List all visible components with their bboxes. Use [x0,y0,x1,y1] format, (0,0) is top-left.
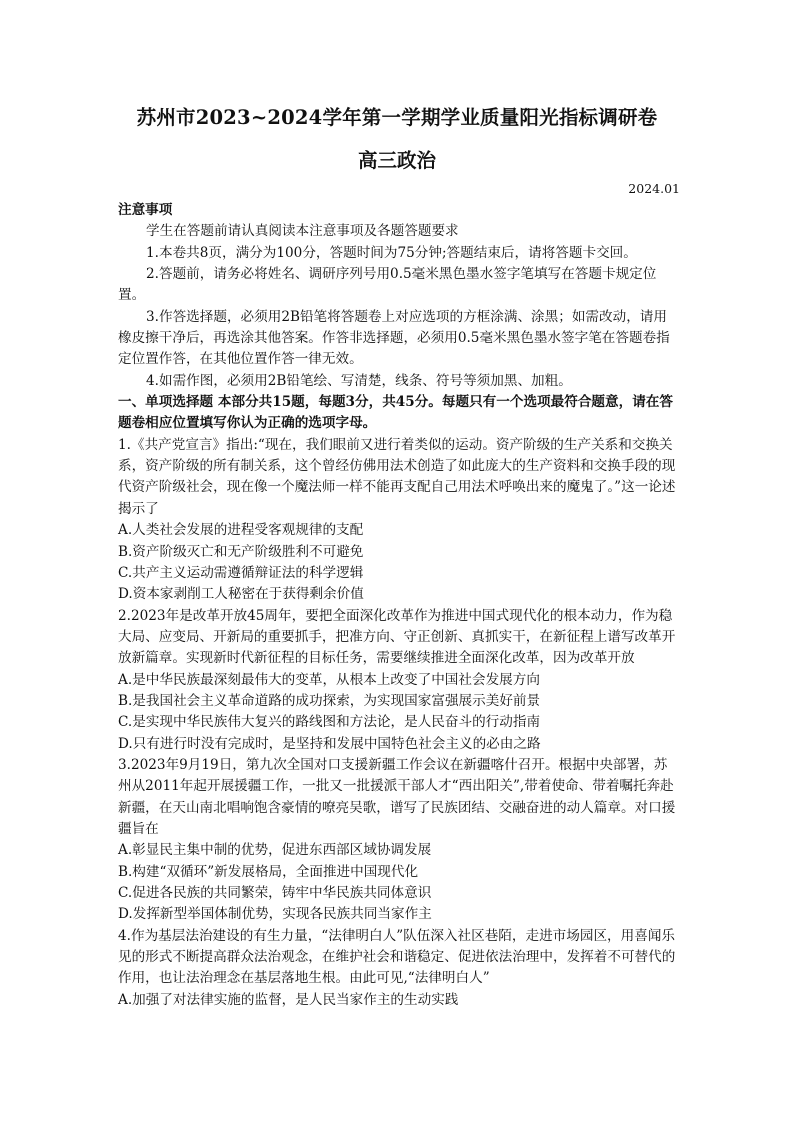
option-c: C.促进各民族的共同繁荣，铸牢中华民族共同体意识 [118,885,432,901]
option-b: B.是我国社会主义革命道路的成功探索，为实现国家富强展示美好前景 [118,692,541,709]
question-3 [118,755,680,926]
notice-item: 3.作答选择题，必须用2B铅笔将答题卷上对应选项的方框涂满、涂黑；如需改动，请用橡皮擦干净后，再选涂其他答案。作答非选择题，必须用0.5毫米黑色墨水签字笔在答题卷指定位置作答，在其他位置作答一律无效。 [118,308,670,368]
option-a: A.是中华民族最深刻最伟大的变革，从根本上改变了中国社会发展方向 [118,671,540,688]
question-4 [118,926,680,1011]
question-2 [118,606,680,755]
page-title: 苏州市2023~2024学年第一学期学业质量阳光指标调研卷 [136,106,658,129]
notice-item: 2.答题前，请务必将姓名、调研序列号用0.5毫米黑色墨水签字笔填写在答题卡规定位置。 [118,266,657,304]
option-d: D.资本家剥削工人秘密在于获得剩余价值 [118,586,364,603]
question-stem: 4.作为基层法治建设的有生力量，“法律明白人”队伍深入社区巷陌，走进市场园区，用喜闻乐见的形式不断提高群众法治观念，在维护社会和谐稳定、促进依法治理中，发挥着不可替代的作用，也让法治理念在基层落地生根。由此可见,“法律明白人” [118,927,676,987]
option-b: B.构建“双循环”新发展格局，全面推进中国现代化 [118,863,419,880]
option-c: C.是实现中华民族伟大复兴的路线图和方法论，是人民奋斗的行动指南 [118,714,541,731]
question-stem: 3.2023年9月19日，第九次全国对口支援新疆工作会议在新疆喀什召开。根据中央部署，苏州从2011年起开展援疆工作，一批又一批援派干部人才“西出阳关”,带着使命、带着嘱托奔赴新疆，在天山南北唱响饱含豪情的嘹亮吴歌，谱写了民族团结、交融奋进的动人篇章。对口援疆旨在 [118,756,676,837]
option-c: C.共产主义运动需遵循辩证法的科学逻辑 [118,564,364,581]
option-a: A.加强了对法律实施的监督，是人民当家作主的生动实践 [118,991,459,1008]
option-a: A.人类社会发展的进程受客观规律的支配 [118,522,364,539]
exam-body [118,200,680,1011]
notice-item: 4.如需作图，必须用2B铅笔绘、写清楚，线条、符号等须加黑、加粗。 [146,372,572,389]
option-a: A.彰显民主集中制的优势，促进东西部区域协调发展 [118,842,432,859]
question-1 [118,435,680,606]
question-stem: 2.2023年是改革开放45周年，要把全面深化改革作为推进中国式现代化的根本动力，作为稳大局、应变局、开新局的重要抓手，把准方向、守正创新、真抓实干，在新征程上谱写改革开放新篇章。实现新时代新征程的目标任务，需要继续推进全面深化改革，因为改革开放 [118,607,676,667]
notice-heading: 注意事项 [118,202,173,218]
notice-intro: 学生在答题前请认真阅读本注意事项及各题答题要求 [146,223,459,240]
section-heading: 一、单项选择题 本部分共15题，每题3分，共45分。每题只有一个选项最符合题意，请在答题卷相应位置填写你认为正确的选项字母。 [118,394,673,432]
notice-item: 1.本卷共8页，满分为100分，答题时间为75分钟;答题结束后，请将答题卡交回。 [146,244,637,261]
page-subtitle: 高三政治 [357,149,436,172]
option-b: B.资产阶级灭亡和无产阶级胜利不可避免 [118,543,364,560]
option-d: D.发挥新型举国体制优势，实现各民族共同当家作主 [118,906,432,923]
question-stem: 1.《共产党宣言》指出:“现在，我们眼前又进行着类似的运动。资产阶级的生产关系和交换关系，资产阶级的所有制关系，这个曾经仿佛用法术创造了如此庞大的生产资料和交换手段的现代资产阶级社会，现在像一个魔法师一样不能再支配自己用法术呼唤出来的魔鬼了。”这一论述揭示了 [118,436,676,517]
option-d: D.只有进行时没有完成时，是坚持和发展中国特色社会主义的必由之路 [118,735,541,752]
exam-date: 2024.01 [628,181,680,196]
